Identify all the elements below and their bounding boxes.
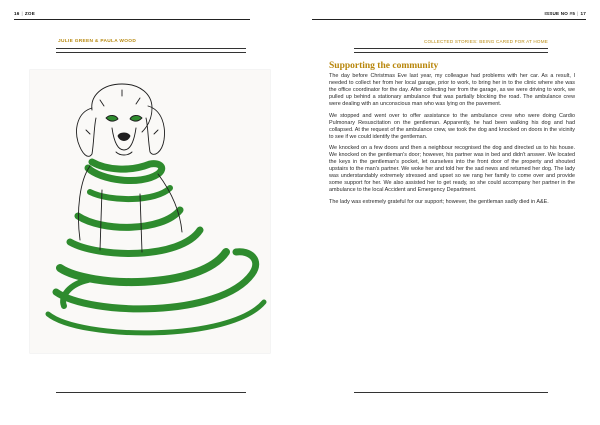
section-title: COLLECTED STORIES: BEING CARED FOR AT HOME <box>423 39 548 44</box>
authors: JULIE GREEN & PAULA WOOD <box>58 39 137 44</box>
magazine-name: ZOE <box>24 11 35 16</box>
right-double-rule <box>354 48 548 53</box>
paragraph: We stopped and went over to offer assistance to the ambulance crew who were doing Cardio Pulmonary Resuscitation on the gentleman. Apparently, he had been walking his dog and had collapsed. At the request of the ambulance crew, we took the dog and knocked on doors in the vicinity to see if we could identify the gentleman. <box>329 112 575 140</box>
left-page-number: 16 <box>14 11 20 16</box>
paragraph: We knocked on a few doors and then a neighbour recognised the dog and directed us to his house. We knocked on the gentleman's door; however, his partner was in bed and didn't answer. We located the keys in the gentleman's pocket, let ourselves into the front door of the property and shouted upstairs to the man's partner. We woke her and told her the sad news and returned her dog. The lady was understandably extremely stressed and upset so we rang her family to come over and provide some support for her. We also assisted her to get ready, so she could accompany her partner in the ambulance to the local Accident and Emergency Department. <box>329 145 575 194</box>
scarf-collar <box>88 162 162 181</box>
dog-illustration <box>30 70 270 353</box>
scarf-band-4 <box>60 252 226 282</box>
left-running-header: 16 | ZOE <box>14 11 35 16</box>
left-bottom-rule <box>56 392 246 393</box>
dog-mouth <box>116 152 132 155</box>
right-page <box>300 0 600 425</box>
article-body <box>329 73 575 210</box>
dog-ear-left <box>77 108 96 156</box>
article-title: Supporting the community <box>329 61 439 71</box>
artwork <box>30 70 270 353</box>
paragraph: The lady was extremely grateful for our support; however, the gentleman sadly died in A&E. <box>329 198 549 205</box>
left-top-rule <box>14 19 250 20</box>
paragraph: The day before Christmas Eve last year, my colleague had problems with her car. As a result, I needed to collect her from her local garage, prior to work, to bring her in to the clinic where she was the office coordinator for the day. After collecting her from the garage, as we were driving to work, we pulled up behind a stationary ambulance that was partially blocking the road. The ambulance crew were dealing with an unconscious man who was lying on the pavement. <box>329 73 575 108</box>
right-bottom-rule <box>354 392 548 393</box>
left-double-rule <box>56 48 246 53</box>
right-running-header: ISSUE NO #5 | 17 <box>544 11 586 16</box>
issue-label: ISSUE NO #5 <box>544 11 576 16</box>
dog-body-left <box>78 166 90 240</box>
dog-eye-right <box>130 115 142 121</box>
scarf-band-3 <box>70 230 200 253</box>
scarf-band-2 <box>78 210 180 227</box>
dog-nose <box>118 133 130 141</box>
right-top-rule <box>312 19 586 20</box>
right-page-number: 17 <box>580 11 586 16</box>
dog-eye-left <box>106 115 118 121</box>
dog-ear-right <box>146 106 164 154</box>
